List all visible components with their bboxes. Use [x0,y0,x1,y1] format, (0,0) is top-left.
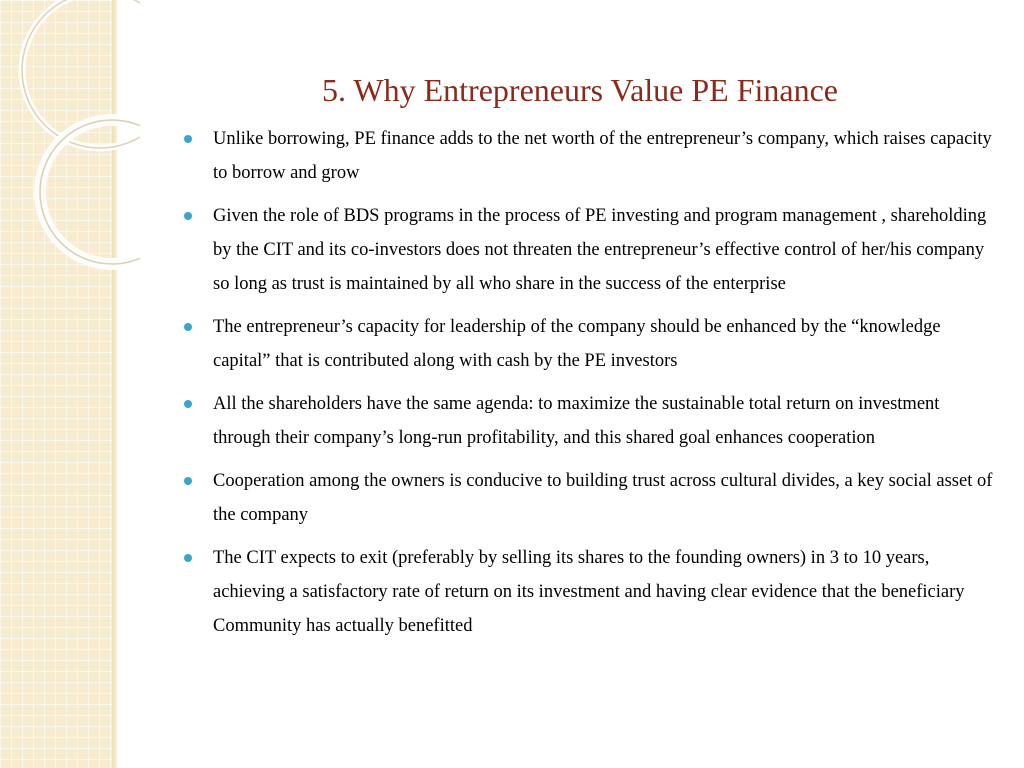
bullet-text: The entrepreneur’s capacity for leadership of the company should be enhanced by the “knowledge capital” that is contributed along with cash by the PE investors [213,317,941,371]
bullet-dot-icon [184,135,192,143]
bullet-dot-icon [184,554,192,562]
bullet-text: Given the role of BDS programs in the process of PE investing and program management , shareholding by the CIT and its co-investors does not threaten the entrepreneur’s effective control of her/his company so long as trust is maintained by all who share in the success of the enterprise [213,206,987,294]
decorative-circles-graphic [0,0,140,300]
bullet-item [180,122,995,190]
bullet-list [180,122,995,652]
bullet-item [180,310,995,378]
bullet-dot-icon [184,400,192,408]
bullet-text: Unlike borrowing, PE finance adds to the net worth of the entrepreneur’s company, which raises capacity to borrow and grow [213,129,992,183]
bullet-item [180,464,995,532]
bullet-item [180,541,995,643]
bullet-text: All the shareholders have the same agenda: to maximize the sustainable total return on investment through their company’s long-run profitability, and this shared goal enhances cooperation [213,394,940,448]
bullet-dot-icon [184,477,192,485]
bullet-text: Cooperation among the owners is conducive to building trust across cultural divides, a key social asset of the company [213,471,993,525]
bullet-item [180,387,995,455]
bullet-dot-icon [184,323,192,331]
slide-title: 5. Why Entrepreneurs Value PE Finance [321,72,838,108]
bullet-item [180,199,995,301]
bullet-dot-icon [184,212,192,220]
bullet-text: The CIT expects to exit (preferably by selling its shares to the founding owners) in 3 to 10 years, achieving a satisfactory rate of return on its investment and having clear evidence that the beneficiary Community has actually benefitted [213,548,965,636]
